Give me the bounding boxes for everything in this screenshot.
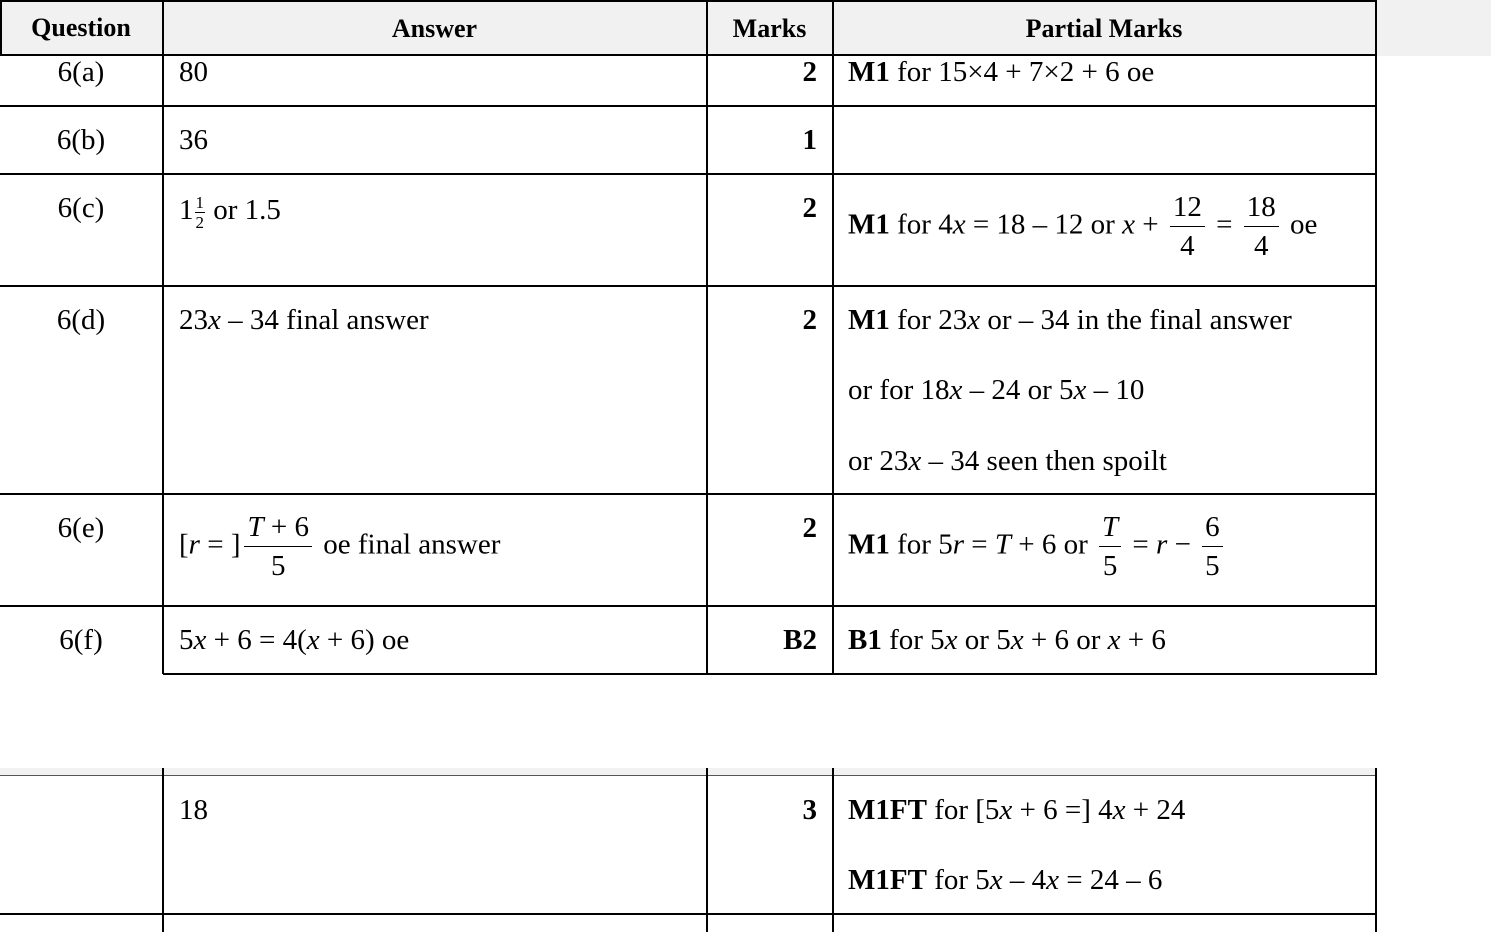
text: + [1134,208,1166,241]
text: = 24 – 6 [1059,864,1163,896]
partial-marks-cell [848,626,1166,655]
small-fraction [195,194,206,231]
variable: r [1156,528,1168,561]
fraction [244,513,312,581]
text: = [964,528,995,561]
text: or for 18 [848,374,950,406]
variable: x [908,445,922,477]
variable: x [1112,794,1126,826]
question-number: 6(f) [59,624,103,656]
rule [0,285,1377,287]
variable: x [952,208,966,241]
text: for 5 [881,624,945,656]
answer-cell: 18 [179,794,208,826]
text: = ] [199,528,241,561]
mark-code: B1 [848,624,882,656]
variable: x [944,624,958,656]
text: for 5 [889,528,953,561]
text: + 6 = 4( [206,624,307,656]
question-number: 6(b) [56,124,106,156]
text: + 24 [1125,794,1186,826]
text: 5 [179,624,194,656]
header-answer: Answer [391,14,478,43]
rule [162,768,164,932]
variable: x [989,864,1003,896]
rule [162,0,164,674]
fraction [1244,193,1279,261]
mark-code: M1 [848,304,890,336]
text: for [5 [926,794,1000,826]
marks-cell: 2 [802,304,817,336]
header-partial-marks: Partial Marks [1025,14,1183,43]
rule [0,775,1377,776]
fraction [1170,193,1205,261]
text: – 34 final answer [220,304,429,336]
text: for 4 [889,208,953,241]
mark-code: M1 [848,56,890,88]
variable: x [967,304,981,336]
fraction-numerator [244,513,312,547]
text: – 34 seen then spoilt [921,445,1167,477]
answer-cell [179,306,429,335]
fraction-numerator: 6 [1202,513,1223,547]
variable: T [994,528,1011,561]
marks-cell: 3 [802,794,817,826]
rule [832,0,834,674]
variable: x [193,624,207,656]
text: – 4 [1002,864,1047,896]
variable: x [949,374,963,406]
partial-marks-cell [848,513,1227,581]
variable: x [208,304,221,336]
rule [832,768,834,932]
fraction [1099,513,1121,581]
answer-cell [179,194,281,231]
rule [1375,0,1377,674]
header-marks: Marks [732,14,807,43]
rule [706,0,708,674]
text: or 5 [957,624,1011,656]
fraction-denominator: 5 [1205,550,1220,582]
text: – 10 [1086,374,1145,406]
marks-cell: 1 [802,124,817,156]
marks-cell: 2 [802,56,817,88]
rule [0,0,1376,2]
variable: x [306,624,320,656]
fraction-numerator: 18 [1244,193,1279,227]
text: + 6 or [1023,624,1108,656]
rule [1375,768,1377,932]
partial-marks-line [848,306,1292,335]
text: or 1.5 [206,194,281,227]
partial-marks-cell [848,193,1317,261]
question-number: 6(e) [57,512,105,544]
partial-marks-line [848,796,1185,825]
mixed-whole: 1 [179,194,194,227]
header-question: Question [31,13,131,42]
partial-marks-line [848,447,1167,476]
fraction-numerator: 1 [195,193,204,212]
mark-code: M1FT [848,864,927,896]
variable: x [1010,624,1024,656]
mark-code: M1FT [848,794,927,826]
marks-cell: 2 [802,192,817,224]
text: + 6) oe [319,624,410,656]
text: or 23 [848,445,909,477]
text: = [1208,208,1240,241]
mark-code: M1 [848,208,890,241]
partial-marks-line [848,376,1144,405]
text: – 24 or 5 [962,374,1074,406]
fraction-denominator: 5 [1102,550,1118,582]
fraction-denominator: 4 [1180,230,1195,262]
rule [163,673,1377,675]
variable: x [1107,624,1121,656]
text: − [1167,528,1199,561]
partial-marks-line [848,866,1162,895]
marks-cell: B2 [783,624,817,656]
rule [0,913,1377,915]
variable: x [1122,208,1135,241]
variable: T [247,511,264,543]
variable: x [999,794,1013,826]
text: + 6 [263,511,309,543]
fraction-denominator: 4 [1253,230,1269,262]
answer-cell: 36 [179,124,208,156]
text: for 5 [926,864,990,896]
variable: x [1046,864,1060,896]
fraction-denominator: 2 [195,213,204,232]
marks-cell: 2 [802,512,817,544]
fraction-numerator: 12 [1170,193,1205,227]
fraction-numerator: T [1099,513,1121,547]
question-number: 6(c) [57,192,105,224]
text: + 6 or [1011,528,1096,561]
rule [0,605,1377,607]
text: + 6 [1120,624,1166,656]
rule [0,173,1377,175]
rule [0,493,1377,495]
text: + 6 =] 4 [1012,794,1113,826]
text: 23 [179,304,208,336]
variable: r [188,528,200,561]
rule [706,768,708,932]
rule [0,105,1377,107]
variable: x [1073,374,1087,406]
text: [ [179,528,189,561]
text: oe final answer [315,528,501,561]
text: or – 34 in the final answer [980,304,1292,336]
text: = [1125,528,1157,561]
question-number: 6(d) [56,304,106,336]
answer-cell [179,626,409,655]
question-number: 6(a) [57,56,105,88]
fraction [1202,513,1223,581]
answer-cell: 80 [179,56,208,88]
partial-marks-cell [848,58,1154,87]
text: for 15×4 + 7×2 + 6 oe [889,56,1155,88]
variable: r [952,528,964,561]
text: oe [1282,208,1318,241]
answer-cell [179,513,500,581]
mark-code: M1 [848,528,890,561]
text: for 23 [889,304,968,336]
text: = 18 – 12 or [965,208,1123,241]
fraction-denominator: 5 [270,550,286,582]
